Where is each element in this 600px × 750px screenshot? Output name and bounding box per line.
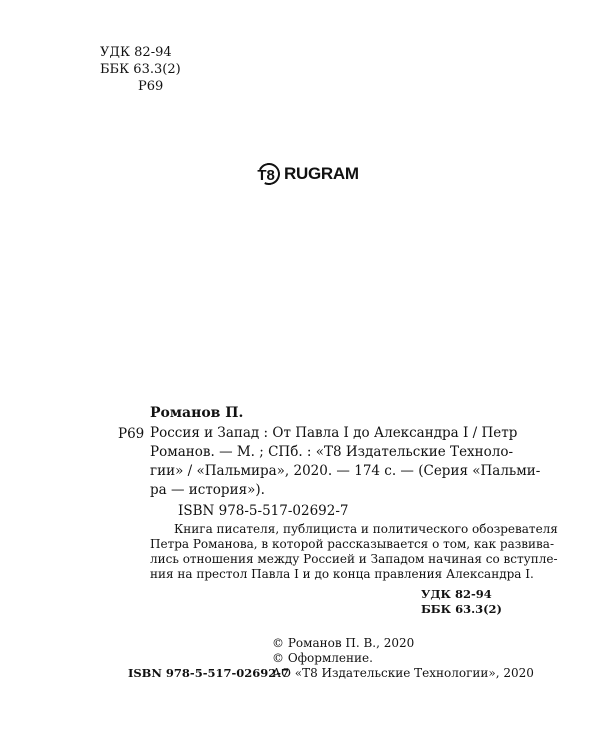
record-isbn: ISBN 978-5-517-02692-7 [178, 503, 349, 519]
bbk-code-bottom: ББК 63.3(2) [420, 602, 502, 616]
annotation [150, 522, 558, 582]
bib-line: гии» / «Пальмира», 2020. — 174 с. — (Серия «Пальми- [150, 463, 541, 479]
record-author-code: Р69 [118, 426, 145, 442]
annotation-line: лись отношения между Россией и Западом начиная со вступле- [150, 552, 558, 566]
copyright-author: © Романов П. В., 2020 [272, 636, 415, 650]
logo-name: RUGRAM [284, 164, 359, 183]
annotation-line: Петра Романова, в которой рассказывается о том, как развива- [150, 537, 554, 551]
bib-line: Романов. — М. ; СПб. : «Т8 Издательские Техноло- [150, 444, 514, 460]
copyright-publisher: АО «Т8 Издательские Технологии», 2020 [272, 666, 534, 680]
logo-mark-icon [255, 160, 283, 188]
annotation-line: Книга писателя, публициста и политического обозревателя [174, 522, 558, 536]
publisher-logo [258, 163, 359, 185]
footer-isbn: ISBN 978-5-517-02692-7 [128, 666, 290, 680]
bib-line: ра — история»). [150, 482, 265, 498]
udk-code: УДК 82-94 [100, 45, 172, 60]
copyright-design: © Оформление. [272, 651, 373, 665]
logo-mark-text: T8 [257, 167, 275, 185]
bbk-code: ББК 63.3(2) [100, 62, 181, 77]
author-name: Романов П. [150, 405, 244, 421]
bib-line: Россия и Запад : От Павла I до Александра I / Петр [150, 425, 518, 441]
copyright-block [272, 636, 534, 681]
bibliographic-description [150, 424, 541, 500]
udk-code-bottom: УДК 82-94 [420, 587, 492, 601]
annotation-line: ния на престол Павла I и до конца правления Александра I. [150, 567, 534, 581]
author-code: Р69 [138, 79, 164, 94]
classification-block-top [100, 44, 181, 95]
classification-block-bottom [421, 587, 502, 617]
